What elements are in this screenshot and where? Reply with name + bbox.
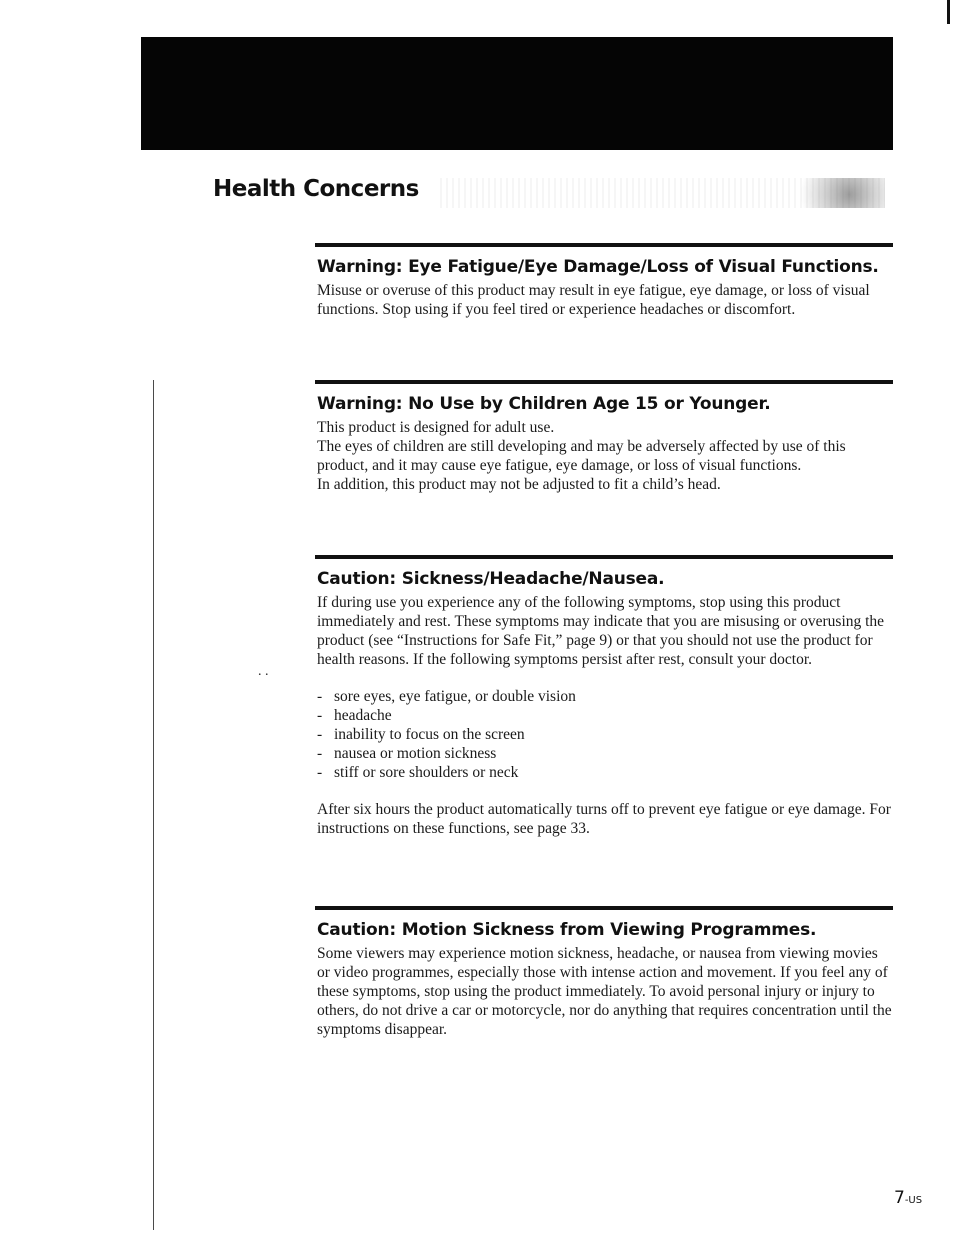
section-paragraph: In addition, this product may not be adjusted to fit a child’s head. xyxy=(317,476,721,493)
section-rule xyxy=(315,555,893,559)
section-eye-fatigue xyxy=(317,243,893,319)
section-children xyxy=(317,380,893,494)
list-marker: - xyxy=(317,726,323,743)
list-item xyxy=(317,687,893,706)
section-motion-sickness xyxy=(317,906,893,1039)
list-item-text: stiff or sore shoulders or neck xyxy=(334,764,519,781)
list-marker: - xyxy=(317,764,323,781)
page-number-suffix: -US xyxy=(904,1195,923,1206)
page-number xyxy=(894,1188,922,1208)
list-item-text: headache xyxy=(334,707,392,724)
section-heading: Caution: Sickness/Headache/Nausea. xyxy=(317,569,665,589)
section-outro: After six hours the product automatically turns off to prevent eye fatigue or eye damage. For instructions on these functions, see page 33. xyxy=(317,801,891,837)
section-paragraph: This product is designed for adult use. xyxy=(317,419,555,436)
left-margin-rule xyxy=(153,380,154,1230)
list-marker: - xyxy=(317,745,323,762)
section-rule xyxy=(315,380,893,384)
list-item xyxy=(317,706,893,725)
section-rule xyxy=(315,906,893,910)
list-marker: - xyxy=(317,707,323,724)
page-title: Health Concerns xyxy=(213,176,419,202)
section-rule xyxy=(315,243,893,247)
edge-mark xyxy=(947,0,950,24)
section-heading: Caution: Motion Sickness from Viewing Programmes. xyxy=(317,920,817,940)
list-item-text: sore eyes, eye fatigue, or double vision xyxy=(334,688,576,705)
section-paragraph: Some viewers may experience motion sickness, headache, or nausea from viewing movies or video programmes, especially those with intense action and movement. If you feel any of these symptoms, stop using the product immediately. To avoid personal injury or injury to others, do not drive a car or motorcycle, nor do anything that requires concentration until the symptoms disappear. xyxy=(317,945,892,1038)
symptom-list xyxy=(317,687,893,782)
section-heading: Warning: Eye Fatigue/Eye Damage/Loss of Visual Functions. xyxy=(317,257,879,277)
list-item xyxy=(317,744,893,763)
section-sickness xyxy=(317,555,893,838)
list-item-text: nausea or motion sickness xyxy=(334,745,497,762)
list-item xyxy=(317,763,893,782)
header-band xyxy=(141,37,893,150)
section-heading: Warning: No Use by Children Age 15 or Younger. xyxy=(317,394,771,414)
title-scan-noise xyxy=(440,178,885,208)
page-number-value: 7 xyxy=(894,1188,905,1208)
list-item-text: inability to focus on the screen xyxy=(334,726,525,743)
list-item xyxy=(317,725,893,744)
section-paragraph: The eyes of children are still developing and may be adversely affected by use of this product, and it may cause eye fatigue, eye damage, or loss of visual functions. xyxy=(317,438,846,474)
section-paragraph: Misuse or overuse of this product may result in eye fatigue, eye damage, or loss of visual functions. Stop using if you feel tired or experience headaches or discomfort. xyxy=(317,282,870,318)
list-marker: - xyxy=(317,688,323,705)
section-intro: If during use you experience any of the following symptoms, stop using this product immediately and rest. These symptoms may indicate that you are misusing or overusing the product (see “Instructions for Safe Fit,” page 9) or that you should not use the product for health reasons. If the following symptoms persist after rest, consult your doctor. xyxy=(317,594,885,668)
margin-dots: . . xyxy=(258,664,269,679)
